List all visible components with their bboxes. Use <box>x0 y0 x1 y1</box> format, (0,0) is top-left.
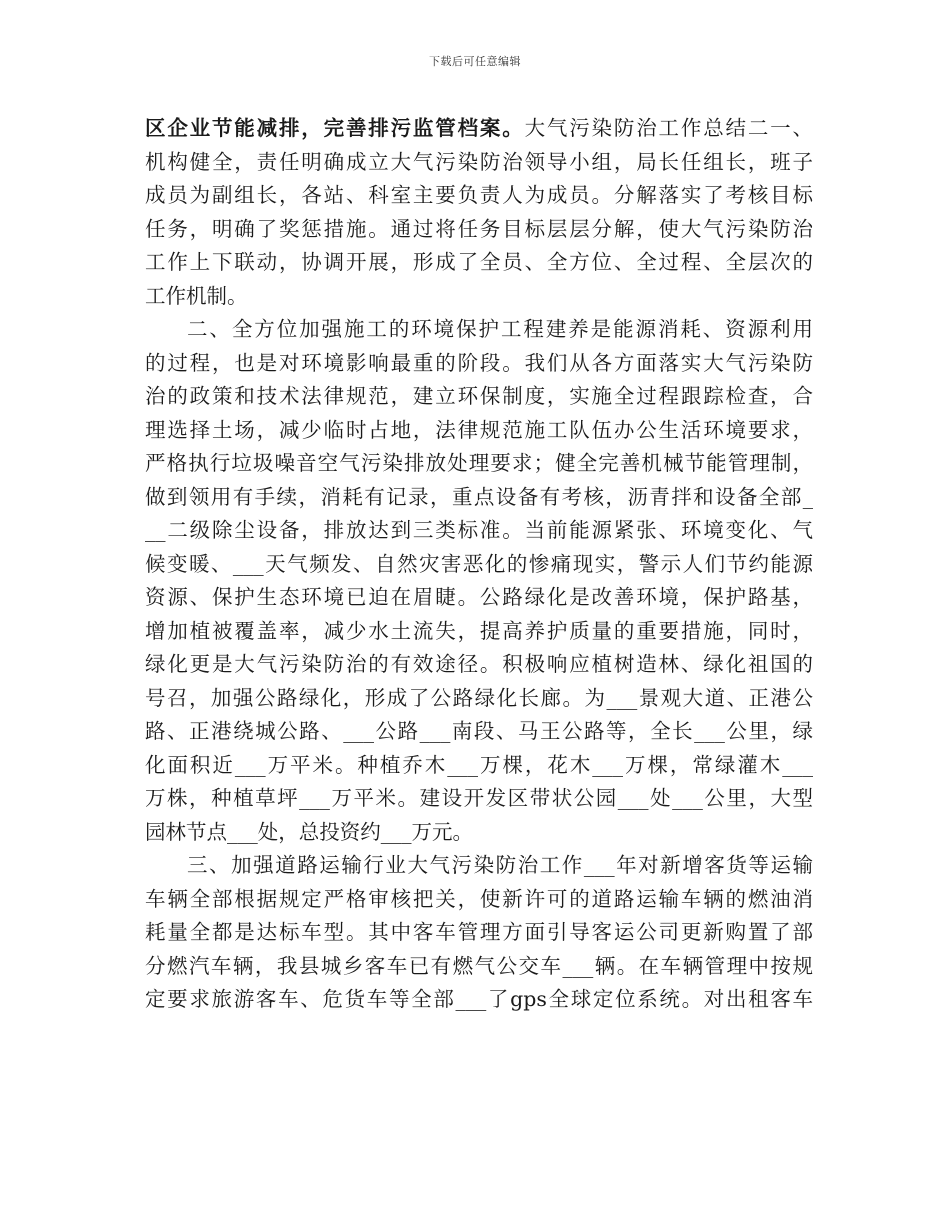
text-line: 三、加强道路运输行业大气污染防治工作___年对新增客货等运输 <box>187 853 813 877</box>
text-span: 大气污染防治工作总结二一、 <box>524 116 813 140</box>
paragraph <box>145 849 813 1017</box>
text-line <box>145 112 813 146</box>
paragraph <box>145 313 813 849</box>
text-line: 任务，明确了奖惩措施。通过将任务目标层层分解，使大气污染防治 <box>145 216 813 241</box>
text-line: 化面积近___万平米。种植乔木___万棵，花木___万棵，常绿灌木___ <box>145 752 813 777</box>
text-line: 耗量全都是达标车型。其中客车管理方面引导客运公司更新购置了部 <box>145 920 813 944</box>
text-line: 工作机制。 <box>145 283 248 308</box>
text-line: 成员为副组长，各站、科室主要负责人为成员。分解落实了考核目标 <box>145 183 813 207</box>
text-line: 路、正港绕城公路、___公路___南段、马王公路等，全长___公里，绿 <box>145 719 813 743</box>
text-line: 的过程，也是对环境影响最重的阶段。我们从各方面落实大气污染防 <box>145 350 813 375</box>
document-body <box>145 112 813 1017</box>
paragraph <box>145 112 813 313</box>
text-line: 治的政策和技术法律规范，建立环保制度，实施全过程跟踪检查，合 <box>145 384 813 408</box>
text-line: 候变暖、___天气频发、自然灾害恶化的惨痛现实，警示人们节约能源 <box>145 551 813 576</box>
text-line: 分燃汽车辆，我县城乡客车已有燃气公交车___辆。在车辆管理中按规 <box>145 953 813 978</box>
page-header: 下载后可任意编辑 <box>429 55 521 68</box>
text-line: 做到领用有手续，消耗有记录，重点设备有考核，沥青拌和设备全部_ <box>145 484 813 509</box>
bold-heading: 区企业节能减排，完善排污监管档案。 <box>145 116 525 140</box>
text-line: 号召，加强公路绿化，形成了公路绿化长廊。为___景观大道、正港公 <box>145 685 813 710</box>
text-line: 车辆全部根据规定严格审核把关，使新许可的道路运输车辆的燃油消 <box>145 886 813 911</box>
text-line: 二、全方位加强施工的环境保护工程建养是能源消耗、资源利用 <box>187 317 813 341</box>
text-line: 理选择土场，减少临时占地，法律规范施工队伍办公生活环境要求， <box>145 417 813 442</box>
text-line: 资源、保护生态环境已迫在眉睫。公路绿化是改善环境，保护路基， <box>145 585 813 609</box>
text-line: 机构健全，责任明确成立大气污染防治领导小组，局长任组长，班子 <box>145 149 813 174</box>
text-line: 工作上下联动，协调开展，形成了全员、全方位、全过程、全层次的 <box>145 250 813 274</box>
text-line: 园林节点___处，总投资约___万元。 <box>145 819 473 844</box>
text-line: 严格执行垃圾噪音空气污染排放处理要求；健全完善机械节能管理制， <box>145 451 813 475</box>
text-line: __二级除尘设备，排放达到三类标准。当前能源紧张、环境变化、气 <box>145 518 813 542</box>
text-line: 万株，种植草坪___万平米。建设开发区带状公园___处___公里，大型 <box>145 786 813 810</box>
text-line: 定要求旅游客车、危货车等全部___了gps全球定位系统。对出租客车 <box>145 987 813 1011</box>
text-line: 绿化更是大气污染防治的有效途径。积极响应植树造林、绿化祖国的 <box>145 652 813 676</box>
text-line: 增加植被覆盖率，减少水土流失，提高养护质量的重要措施，同时， <box>145 618 813 643</box>
